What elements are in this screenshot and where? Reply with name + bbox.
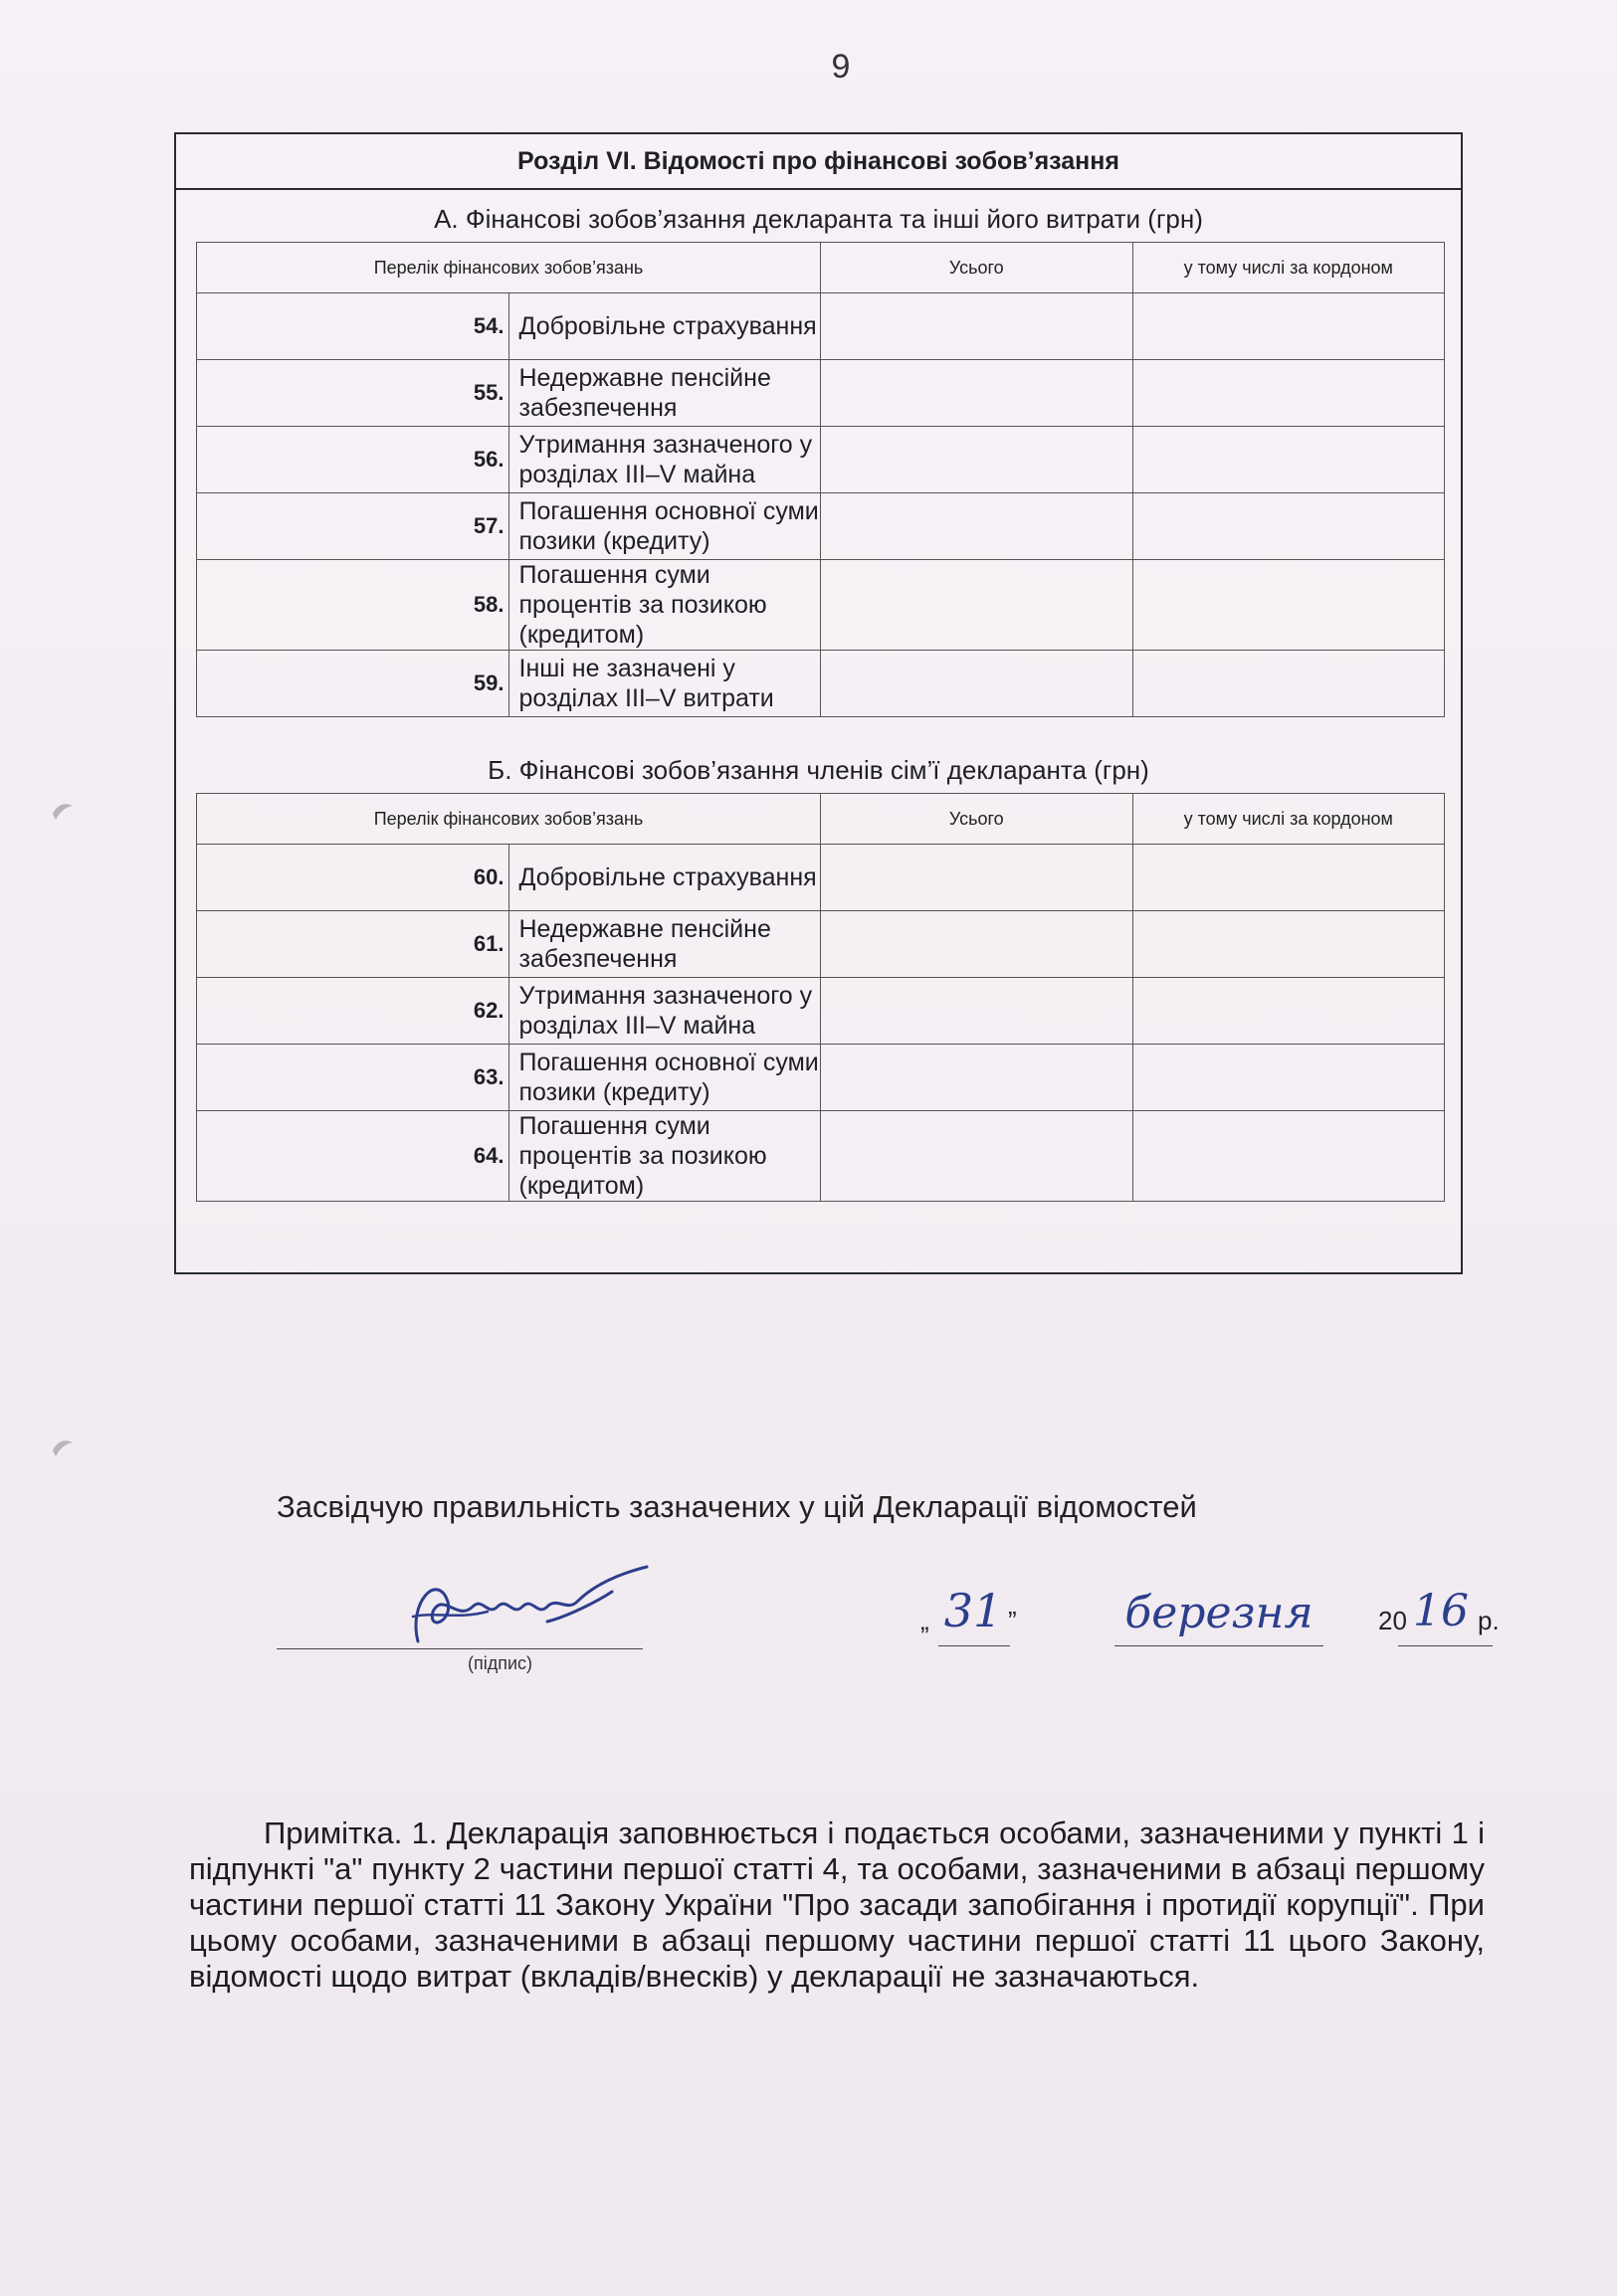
row-label: Добровільне страхування <box>508 293 821 360</box>
date-year-unit: р. <box>1478 1606 1500 1635</box>
note-paragraph <box>189 1816 1485 1995</box>
header-abroad: у тому числі за кордоном <box>1132 794 1445 845</box>
total-cell[interactable] <box>821 845 1133 911</box>
note-text: Примітка. 1. Декларація заповнюється і подається особами, зазначеними у пункті 1 і підпункті "а" пункту 2 частини першої статті 4, та особами, зазначеними в абзаці першому частини першої статті 11 Закону України "Про засади запобігання і протидії корупції". При цьому особами, зазначеними в абзаці першому частини першої статті 11 цього Закону, відомості щодо витрат (вкладів/внесків) у декларації не зазначаються. <box>189 1816 1485 1994</box>
table-row <box>197 1111 1445 1202</box>
total-cell[interactable] <box>821 293 1133 360</box>
table-row <box>197 560 1445 651</box>
row-label: Недержавне пенсійне забезпечення <box>508 360 821 427</box>
table-row <box>197 360 1445 427</box>
row-number: 63. <box>197 1045 509 1111</box>
total-cell[interactable] <box>821 1045 1133 1111</box>
header-list: Перелік фінансових зобов’язань <box>197 794 821 845</box>
row-number: 56. <box>197 427 509 493</box>
row-label: Погашення основної суми позики (кредиту) <box>508 1045 821 1111</box>
abroad-cell[interactable] <box>1132 1045 1445 1111</box>
total-cell[interactable] <box>821 651 1133 717</box>
part-a-title: А. Фінансові зобов’язання декларанта та інші його витрати (грн) <box>434 204 1203 234</box>
table-row <box>197 427 1445 493</box>
abroad-cell[interactable] <box>1132 651 1445 717</box>
row-number: 55. <box>197 360 509 427</box>
date-year-suffix[interactable]: 16 <box>1413 1586 1469 1636</box>
total-cell[interactable] <box>821 360 1133 427</box>
row-label: Недержавне пенсійне забезпечення <box>508 911 821 978</box>
abroad-cell[interactable] <box>1132 911 1445 978</box>
abroad-cell[interactable] <box>1132 978 1445 1045</box>
row-number: 62. <box>197 978 509 1045</box>
row-label: Погашення суми процентів за позикою (кредитом) <box>508 1111 821 1202</box>
row-label: Інші не зазначені у розділах III–V витрати <box>508 651 821 717</box>
abroad-cell[interactable] <box>1132 493 1445 560</box>
abroad-cell[interactable] <box>1132 560 1445 651</box>
part-a-table <box>196 242 1445 717</box>
date-month[interactable]: березня <box>1124 1588 1314 1638</box>
total-cell[interactable] <box>821 978 1133 1045</box>
certification-text: Засвідчую правильність зазначених у цій Декларації відомостей <box>277 1489 1197 1524</box>
abroad-cell[interactable] <box>1132 293 1445 360</box>
header-abroad: у тому числі за кордоном <box>1132 243 1445 293</box>
row-number: 54. <box>197 293 509 360</box>
row-label: Погашення основної суми позики (кредиту) <box>508 493 821 560</box>
table-header-row <box>197 794 1445 845</box>
table-row <box>197 493 1445 560</box>
abroad-cell[interactable] <box>1132 845 1445 911</box>
row-number: 60. <box>197 845 509 911</box>
abroad-cell[interactable] <box>1132 360 1445 427</box>
date-month-underline <box>1114 1645 1323 1646</box>
total-cell[interactable] <box>821 1111 1133 1202</box>
row-label: Добровільне страхування <box>508 845 821 911</box>
abroad-cell[interactable] <box>1132 1111 1445 1202</box>
table-row <box>197 1045 1445 1111</box>
row-label: Утримання зазначеного у розділах III–V майна <box>508 427 821 493</box>
row-number: 57. <box>197 493 509 560</box>
punch-hole-icon <box>48 796 78 826</box>
total-cell[interactable] <box>821 427 1133 493</box>
date-year-prefix: 20 <box>1378 1606 1407 1635</box>
page-number: 9 <box>831 48 851 86</box>
row-number: 58. <box>197 560 509 651</box>
section-title: Розділ VI. Відомості про фінансові зобов’язання <box>176 134 1461 190</box>
table-row <box>197 845 1445 911</box>
table-row <box>197 651 1445 717</box>
row-label: Погашення суми процентів за позикою (кредитом) <box>508 560 821 651</box>
part-b-table <box>196 793 1445 1202</box>
table-row <box>197 911 1445 978</box>
row-number: 61. <box>197 911 509 978</box>
date-close-quote: ” <box>1008 1606 1017 1635</box>
part-b-title: Б. Фінансові зобов’язання членів сім’ї декларанта (грн) <box>488 755 1149 785</box>
table-row <box>197 293 1445 360</box>
signature-icon <box>398 1562 667 1656</box>
header-total: Усього <box>821 243 1133 293</box>
signature-line <box>277 1648 643 1649</box>
total-cell[interactable] <box>821 493 1133 560</box>
table-header-row <box>197 243 1445 293</box>
total-cell[interactable] <box>821 560 1133 651</box>
row-number: 59. <box>197 651 509 717</box>
header-total: Усього <box>821 794 1133 845</box>
date-year-underline <box>1398 1645 1493 1646</box>
signature-caption: (підпис) <box>468 1653 533 1673</box>
date-day-underline <box>938 1645 1010 1646</box>
abroad-cell[interactable] <box>1132 427 1445 493</box>
header-list: Перелік фінансових зобов’язань <box>197 243 821 293</box>
table-row <box>197 978 1445 1045</box>
row-label: Утримання зазначеного у розділах III–V майна <box>508 978 821 1045</box>
total-cell[interactable] <box>821 911 1133 978</box>
row-number: 64. <box>197 1111 509 1202</box>
punch-hole-icon <box>48 1433 78 1462</box>
section-frame <box>174 132 1463 1274</box>
date-day[interactable]: 31 <box>943 1584 1003 1637</box>
date-open-quote: „ <box>920 1606 929 1635</box>
